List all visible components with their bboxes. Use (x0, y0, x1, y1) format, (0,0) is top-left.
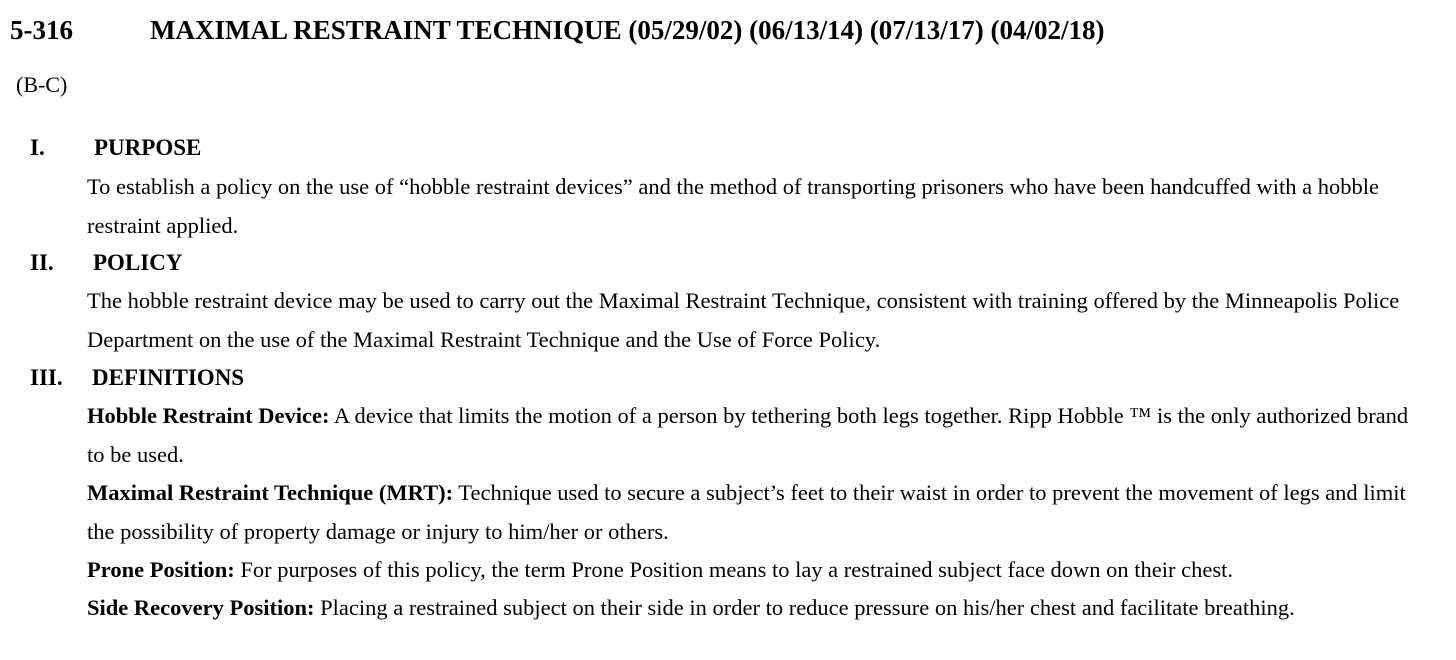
classification-label: (B-C) (16, 72, 68, 97)
definition-term: Maximal Restraint Technique (MRT): (87, 480, 454, 505)
definition-text: For purposes of this policy, the term Prone Position means to lay a restrained subject face down on their chest. (234, 557, 1234, 582)
definition-text: Placing a restrained subject on their side in order to reduce pressure on his/her chest and facilitate breathing. (314, 595, 1295, 620)
definition-term: Prone Position: (87, 557, 235, 582)
definition-text: A device that limits the motion of a person by tethering both legs together. Ripp Hobble ™ is the only authorized brand to be used. (87, 403, 1409, 467)
definition-maximal-restraint-technique (87, 474, 1427, 551)
definition-term: Hobble Restraint Device: (87, 403, 330, 428)
section-numeral: III. (30, 365, 63, 390)
definition-text: Technique used to secure a subject’s feet to their waist in order to prevent the movement of legs and limit the possibility of property damage or injury to him/her or others. (87, 480, 1406, 544)
purpose-text: To establish a policy on the use of “hobble restraint devices” and the method of transporting prisoners who have been handcuffed with a hobble restraint applied. (87, 174, 1380, 238)
section-numeral: I. (30, 135, 45, 160)
section-numeral: II. (30, 250, 54, 275)
definitions-heading (30, 363, 430, 393)
section-number: 5-316 (10, 15, 73, 45)
definition-side-recovery-position (87, 589, 1427, 628)
purpose-heading (30, 133, 430, 163)
policy-text: The hobble restraint device may be used to carry out the Maximal Restraint Technique, consistent with training offered by the Minneapolis Police Department on the use of the Maximal Restraint Technique and the Use of Force Policy. (87, 288, 1400, 352)
definition-prone-position (87, 551, 1427, 590)
definition-term: Side Recovery Position: (87, 595, 315, 620)
section-heading: POLICY (93, 250, 183, 275)
policy-heading (30, 248, 430, 278)
section-heading: PURPOSE (94, 135, 202, 160)
document-header (10, 10, 1440, 50)
document-title: MAXIMAL RESTRAINT TECHNIQUE (05/29/02) (06/13/14) (07/13/17) (04/02/18) (150, 15, 1105, 45)
definition-hobble-restraint-device (87, 397, 1427, 474)
section-heading: DEFINITIONS (92, 365, 245, 390)
